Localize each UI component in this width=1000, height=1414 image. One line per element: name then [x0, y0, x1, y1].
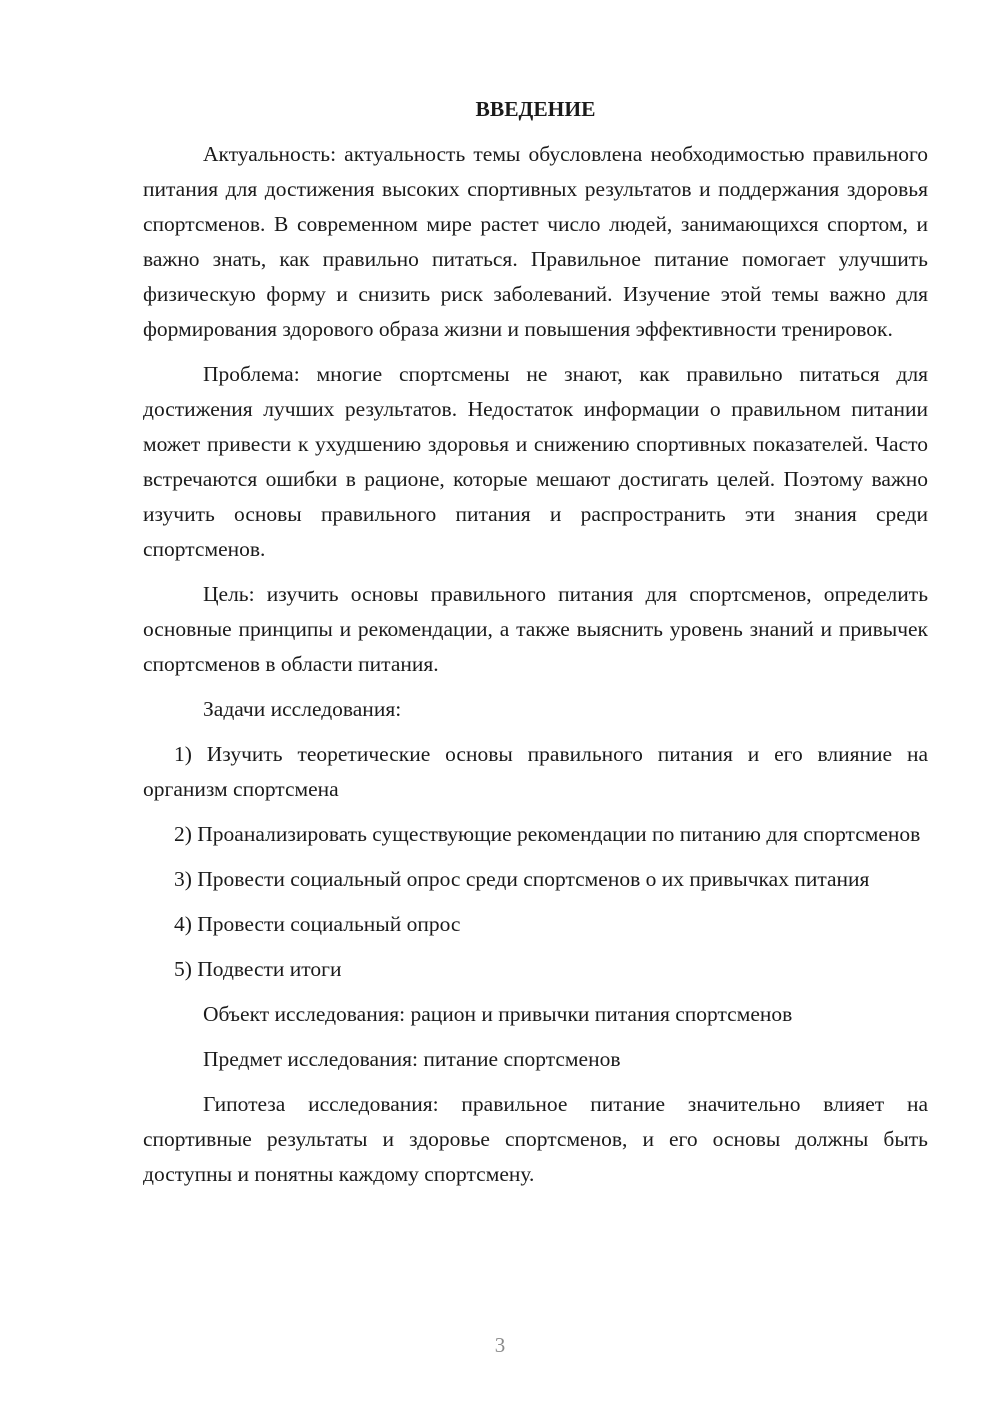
task-item: 3) Провести социальный опрос среди спортсменов о их привычках питания [174, 867, 870, 891]
problem-paragraph: Проблема: многие спортсмены не знают, как правильно питаться для достижения лучших результатов. Недостаток информации о правильном питании может привести к ухудшению здоровья и снижению спортивных показателей. Часто встречаются ошибки в рационе, которые мешают достигать целей. Поэтому важно изучить основы правильного питания и распространить эти знания среди спортсменов. [143, 362, 928, 561]
document-page [143, 92, 928, 1202]
task-item: 2) Проанализировать существующие рекомендации по питанию для спортсменов [174, 822, 921, 846]
page-number: 3 [494, 1333, 506, 1357]
task-item: 5) Подвести итоги [174, 957, 342, 981]
research-hypothesis: Гипотеза исследования: правильное питание значительно влияет на спортивные результаты и здоровье спортсменов, и его основы должны быть доступны и понятны каждому спортсмену. [143, 1092, 928, 1186]
page-title: ВВЕДЕНИЕ [475, 97, 596, 121]
tasks-heading: Задачи исследования: [203, 697, 402, 721]
relevance-paragraph: Актуальность: актуальность темы обусловлена необходимостью правильного питания для достижения высоких спортивных результатов и поддержания здоровья спортсменов. В современном мире растет число людей, занимающихся спортом, и важно знать, как правильно питаться. Правильное питание помогает улучшить физическую форму и снизить риск заболеваний. Изучение этой темы важно для формирования здорового образа жизни и повышения эффективности тренировок. [143, 142, 928, 341]
task-item: 1) Изучить теоретические основы правильного питания и его влияние на организм спортсмена [143, 742, 928, 801]
research-object: Объект исследования: рацион и привычки питания спортсменов [203, 1002, 793, 1026]
goal-paragraph: Цель: изучить основы правильного питания для спортсменов, определить основные принципы и рекомендации, а также выяснить уровень знаний и привычек спортсменов в области питания. [143, 582, 928, 676]
research-subject: Предмет исследования: питание спортсменов [203, 1047, 621, 1071]
task-item: 4) Провести социальный опрос [174, 912, 461, 936]
